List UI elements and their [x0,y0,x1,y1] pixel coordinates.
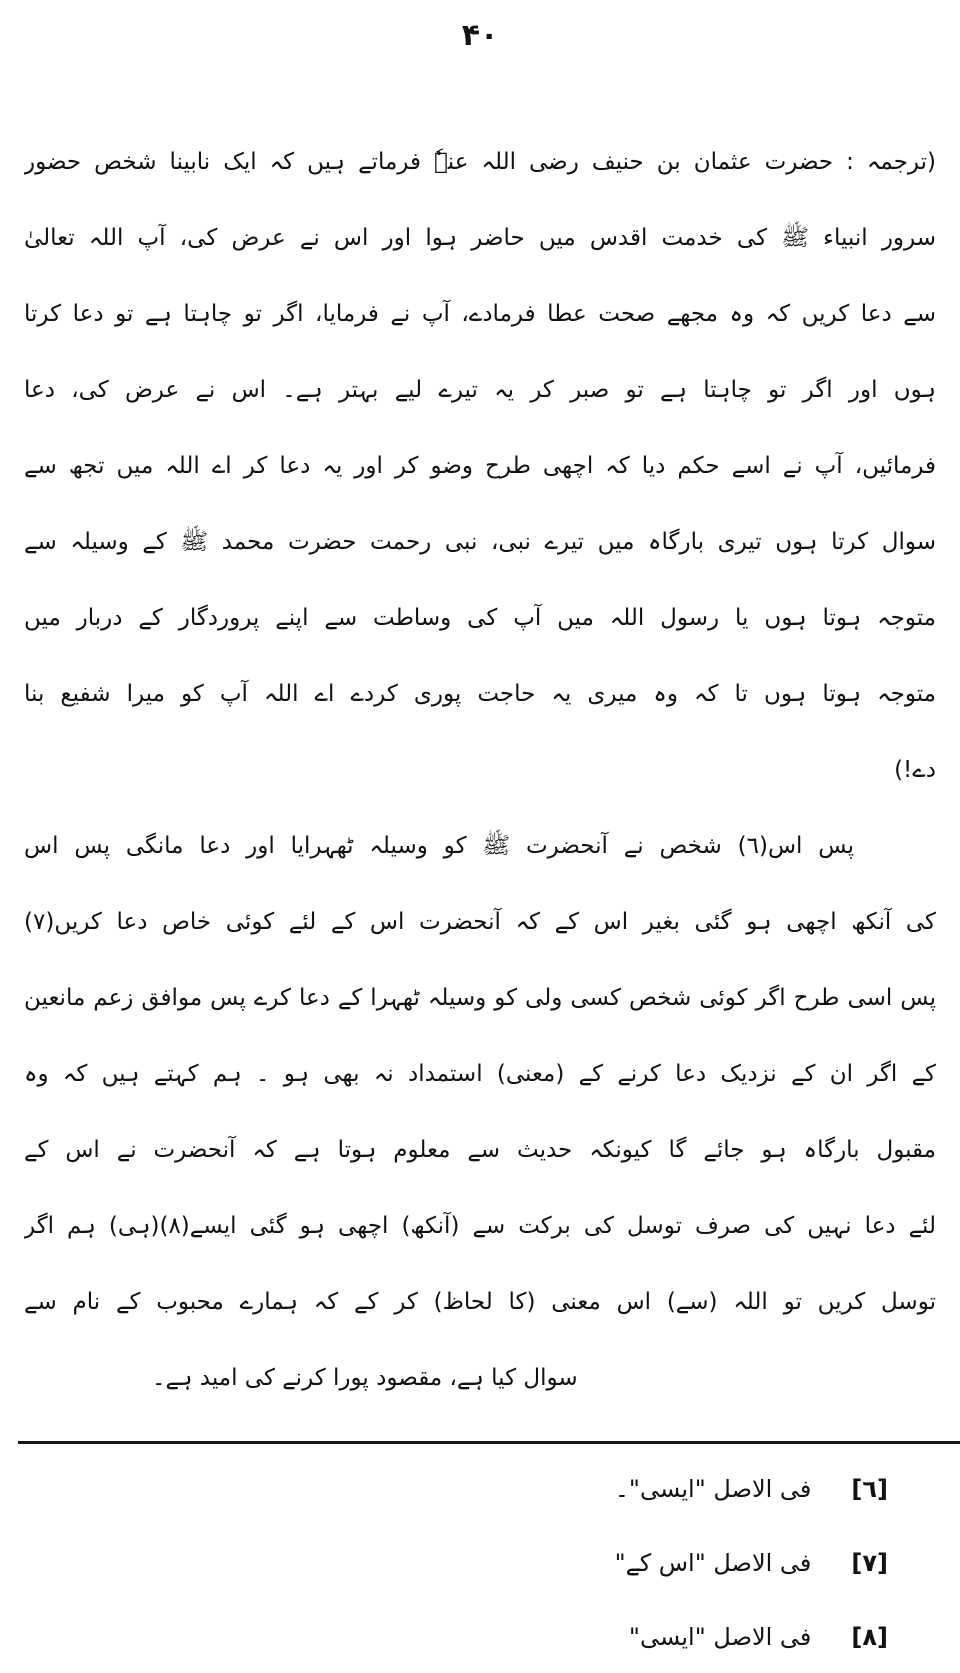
text-line: توسل کریں تو اللہ (سے) اس معنی (کا لحاظ) کر کے کہ ہمارے محبوب کے نام سے [24,1289,936,1315]
footnote-row [40,1600,888,1673]
text-line: مقبول بارگاہ ہو جائے گا کیونکہ حدیث سے معلوم ہوتا ہے کہ آنحضرت نے اس کے [24,1137,936,1163]
footnote-marker: [٦] [851,1475,888,1503]
footnote-text: فی الاصل "ایسی" [628,1623,812,1651]
footnote-row [40,1526,888,1600]
text-line-paragraph-end: سوال کیا ہے، مقصود پورا کرنے کی امید ہے۔ [152,1365,578,1391]
text-line: کی آنکھ اچھی ہو گئی بغیر اس کے کہ آنحضرت اس کے لئے کوئی خاص دعا کریں(٧) [24,909,936,935]
body-text [24,124,936,1416]
text-line: پس اسی طرح اگر کوئی شخص کسی ولی کو وسیلہ ٹھہرا کے دعا کرے پس موافق زعم مانعین [24,985,936,1011]
text-line: سے دعا کریں کہ وہ مجھے صحت عطا فرمادے، آپ نے فرمایا، اگر تو چاہتا ہے تو دعا کرتا [24,301,936,327]
text-line: متوجہ ہوتا ہوں تا کہ وہ میری یہ حاجت پوری کردے اے اللہ آپ کو میرا شفیع بنا [24,681,936,707]
text-line: (ترجمہ : حضرت عثمان بن حنیف رضی اللہ عنہٗ فرماتے ہیں کہ ایک نابینا شخص حضور [24,149,936,175]
text-line: سوال کرتا ہوں تیری بارگاہ میں تیرے نبی، نبی رحمت حضرت محمد ﷺ کے وسیلہ سے [24,529,936,555]
text-line: فرمائیں، آپ نے اسے حکم دیا کہ اچھی طرح وضو کر اور یہ دعا کر اے اللہ میں تجھ سے [24,453,936,479]
text-line-paragraph-start: پس اس(٦) شخص نے آنحضرت ﷺ کو وسیلہ ٹھہرایا اور دعا مانگی پس اس [24,833,854,859]
footnote-marker: [٧] [851,1549,888,1577]
text-line: لئے دعا نہیں کی صرف توسل کی برکت سے (آنکھ) اچھی ہو گئی ایسے(٨)(ہی) ہم اگر [24,1213,936,1239]
footnote-text: فی الاصل "ایسی"۔ [614,1475,812,1503]
page-number: ۴۰ [461,18,499,53]
text-line: متوجہ ہوتا ہوں یا رسول اللہ میں آپ کی وساطت سے اپنے پروردگار کے دربار میں [24,605,936,631]
footnote-text: فی الاصل "اس کے" [614,1549,812,1577]
footnote-marker: [٨] [851,1623,888,1651]
text-line: کے اگر ان کے نزدیک دعا کرنے کے (معنی) استمداد نہ بھی ہو ۔ ہم کہتے ہیں کہ وہ [24,1061,936,1087]
footnote-row [40,1452,888,1526]
footnote-divider [18,1441,960,1444]
text-line-paragraph-end: دے!) [894,757,936,783]
text-line: ہوں اور اگر تو چاہتا ہے تو صبر کر یہ تیرے لیے بہتر ہے۔ اس نے عرض کی، دعا [24,377,936,403]
footnotes [40,1452,888,1673]
text-line: سرور انبیاء ﷺ کی خدمت اقدس میں حاضر ہوا اور اس نے عرض کی، آپ اللہ تعالیٰ [24,225,936,251]
